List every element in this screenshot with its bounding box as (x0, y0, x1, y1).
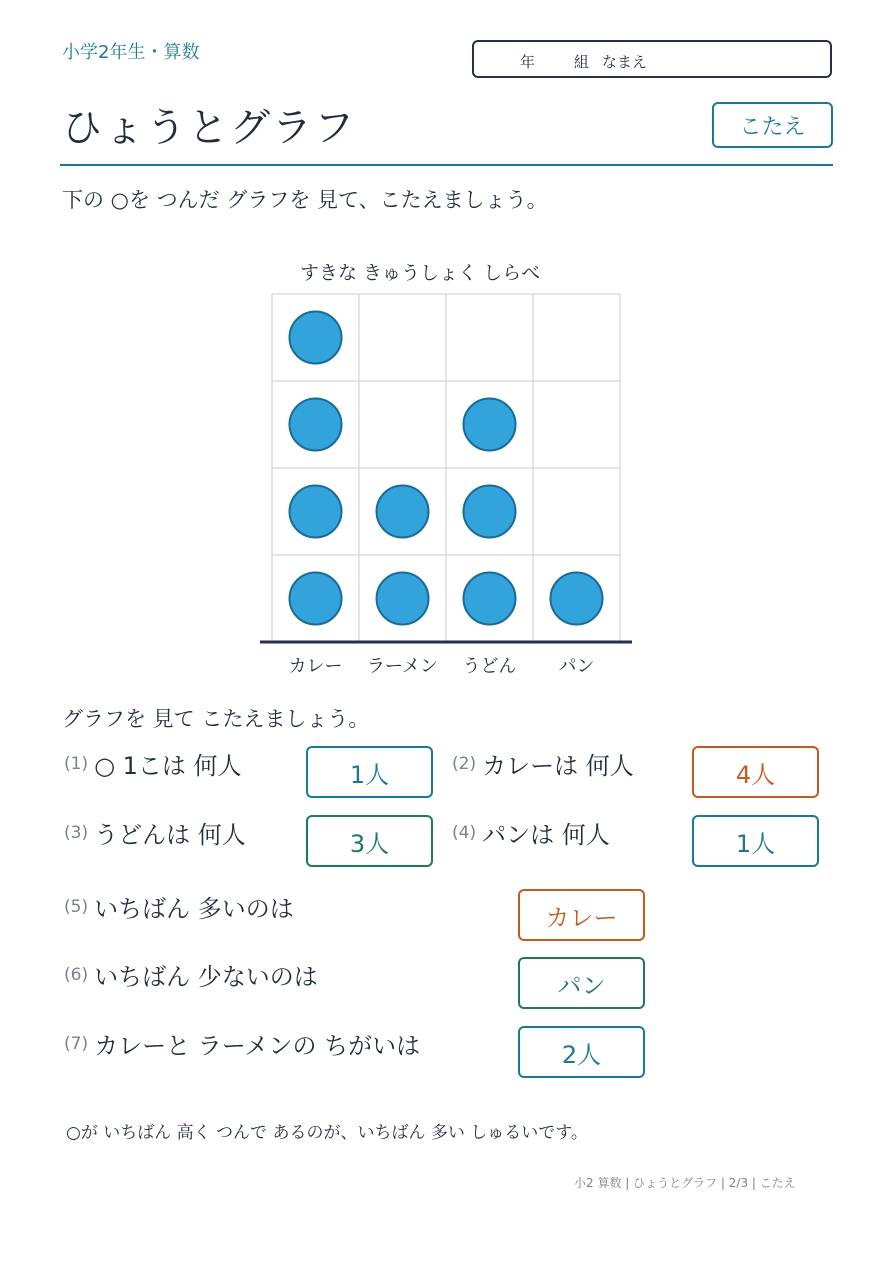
question-text: パンは 何人 (482, 821, 610, 849)
answer-box-2[interactable]: 4人 (692, 746, 819, 798)
year-label: 年 (520, 53, 536, 71)
pictograph-chart (255, 288, 645, 683)
chart-marker-2-2 (377, 486, 429, 538)
category-label-2: ラーメン (366, 656, 439, 677)
chart-marker-2-1 (377, 573, 429, 625)
question-6 (64, 957, 318, 992)
chart-marker-1-3 (290, 399, 342, 451)
answer-box-7[interactable]: 2人 (518, 1026, 645, 1078)
grid-cell (359, 381, 446, 468)
instruction-text: 下の ○を つんだ グラフを 見て、こたえましょう。 (62, 188, 548, 212)
question-number: (6) (64, 964, 89, 985)
header-divider (60, 164, 833, 166)
category-label-4: パン (558, 656, 595, 677)
name-label: なまえ (602, 53, 648, 71)
category-label-3: うどん (462, 656, 517, 677)
question-4 (452, 815, 610, 850)
question-number: (2) (452, 753, 477, 774)
name-box[interactable] (472, 40, 832, 78)
questions-prompt: グラフを 見て こたえましょう。 (62, 707, 370, 731)
question-text: カレーは 何人 (482, 752, 634, 780)
grade-subject: 小学2年生・算数 (62, 42, 200, 63)
answer-box-6[interactable]: パン (518, 957, 645, 1009)
category-label-1: カレー (288, 656, 343, 677)
grid-cell (446, 294, 533, 381)
chart-marker-1-1 (290, 573, 342, 625)
question-number: (4) (452, 822, 477, 843)
chart-marker-3-1 (464, 573, 516, 625)
question-number: (1) (64, 753, 89, 774)
question-3 (64, 815, 246, 850)
page-title: ひょうとグラフ (62, 105, 356, 151)
page-footer: 小2 算数 | ひょうとグラフ | 2/3 | こたえ (574, 1176, 796, 1190)
chart-marker-3-3 (464, 399, 516, 451)
question-1 (64, 746, 242, 781)
chart-marker-1-4 (290, 312, 342, 364)
question-number: (3) (64, 822, 89, 843)
hint-text: ○が いちばん 高く つんで あるのが、いちばん 多い しゅるいです。 (66, 1123, 588, 1143)
question-7 (64, 1026, 420, 1061)
answer-box-3[interactable]: 3人 (306, 815, 433, 867)
question-text: ○ 1こは 何人 (94, 752, 242, 780)
chart-marker-4-1 (551, 573, 603, 625)
question-5 (64, 889, 294, 924)
answer-box-4[interactable]: 1人 (692, 815, 819, 867)
class-label: 組 (574, 53, 590, 71)
question-text: うどんは 何人 (94, 821, 246, 849)
grid-cell (533, 294, 620, 381)
question-text: カレーと ラーメンの ちがいは (94, 1032, 421, 1060)
chart-marker-3-2 (464, 486, 516, 538)
question-2 (452, 746, 634, 781)
chart-title: すきな きゅうしょく しらべ (300, 262, 541, 284)
chart-marker-1-2 (290, 486, 342, 538)
question-number: (5) (64, 896, 89, 917)
grid-cell (359, 294, 446, 381)
question-text: いちばん 多いのは (94, 895, 294, 923)
answer-badge: こたえ (712, 102, 833, 148)
question-number: (7) (64, 1033, 89, 1054)
answer-box-5[interactable]: カレー (518, 889, 645, 941)
grid-cell (533, 381, 620, 468)
question-text: いちばん 少ないのは (94, 963, 318, 991)
answer-box-1[interactable]: 1人 (306, 746, 433, 798)
grid-cell (533, 468, 620, 555)
